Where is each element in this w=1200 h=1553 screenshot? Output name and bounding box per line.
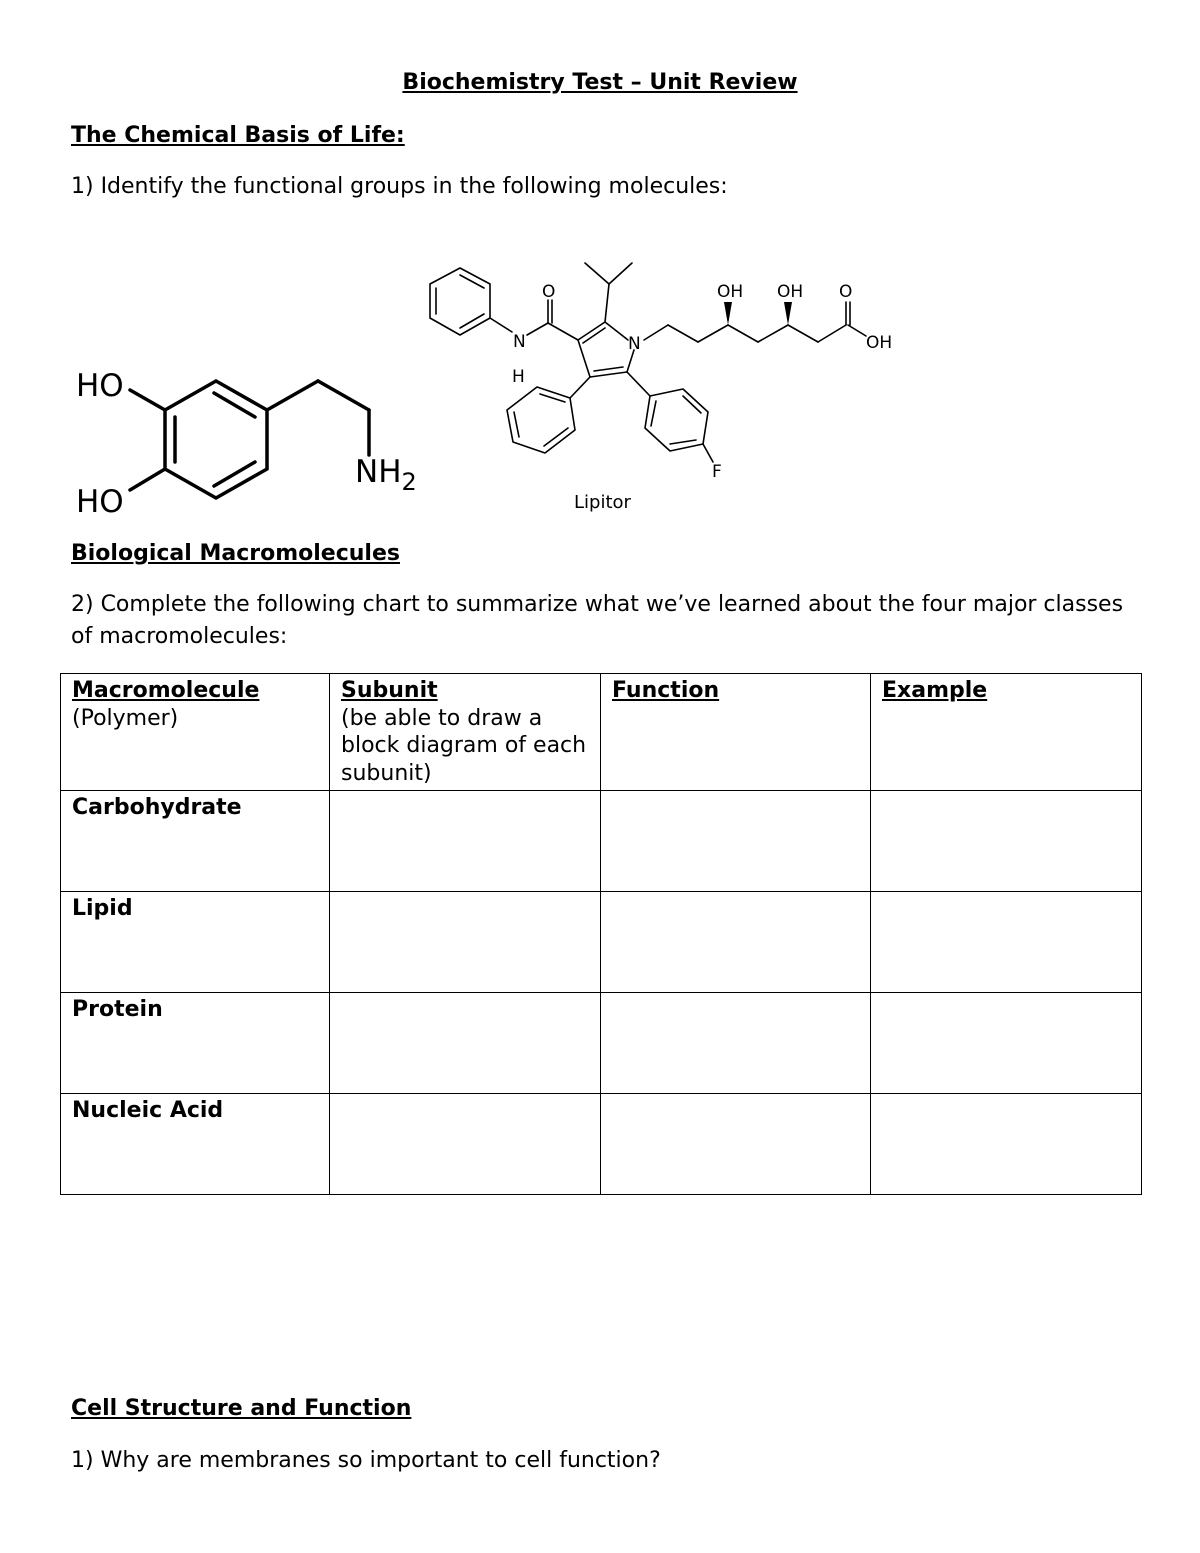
answer-cell (871, 892, 1142, 993)
lipitor-caption: Lipitor (574, 492, 631, 513)
answer-cell (601, 1094, 871, 1195)
row-label-nucleic-acid: Nucleic Acid (61, 1094, 330, 1195)
header-title: Subunit (341, 678, 438, 703)
header-cell-subunit (330, 674, 601, 791)
question-membranes: 1) Why are membranes so important to cell function? (71, 1448, 661, 1473)
answer-cell (871, 1094, 1142, 1195)
section-heading-cell-structure: Cell Structure and Function (71, 1396, 412, 1421)
lipitor-oh-1-label: OH (717, 282, 744, 302)
lipitor-fluorine-label: F (712, 462, 722, 482)
header-note: (be able to draw a block diagram of each subunit) (341, 705, 587, 786)
answer-cell (601, 791, 871, 892)
lipitor-acid-o-label: O (839, 282, 853, 302)
header-cell-macromolecule (61, 674, 330, 791)
section-heading-macromolecules: Biological Macromolecules (71, 541, 400, 566)
row-label-protein: Protein (61, 993, 330, 1094)
header-title: Macromolecule (72, 678, 260, 703)
table-header-row (61, 674, 1142, 791)
answer-cell (330, 993, 601, 1094)
dopamine-structure (60, 355, 430, 525)
header-title: Function (612, 678, 720, 703)
question-macromolecule-chart: 2) Complete the following chart to summarize what we’ve learned about the four major classes of macromolecules: (71, 592, 1124, 649)
lipitor-oh-2-label: OH (777, 282, 804, 302)
lipitor-ring-n-label: N (628, 334, 641, 354)
dopamine-amine-label: $NH_2$ (355, 454, 417, 496)
answer-cell (601, 993, 871, 1094)
section-heading-chemical-basis: The Chemical Basis of Life: (71, 123, 405, 148)
lipitor-structure (420, 255, 910, 520)
macromolecule-table (60, 673, 1142, 1195)
lipitor-amide-n-label: N (513, 332, 526, 352)
table-row (61, 791, 1142, 892)
table-row (61, 892, 1142, 993)
answer-cell (330, 892, 601, 993)
lipitor-amide-h-label: H (512, 367, 525, 387)
question-functional-groups: 1) Identify the functional groups in the following molecules: (71, 174, 728, 199)
header-cell-example (871, 674, 1142, 791)
lipitor-acid-oh-label: OH (866, 333, 893, 353)
answer-cell (871, 791, 1142, 892)
answer-cell (871, 993, 1142, 1094)
row-label-lipid: Lipid (61, 892, 330, 993)
dopamine-ho-top-label: HO (76, 368, 124, 404)
answer-cell (601, 892, 871, 993)
page-title: Biochemistry Test – Unit Review (402, 70, 798, 95)
header-cell-function (601, 674, 871, 791)
lipitor-carbonyl-o-label: O (542, 282, 556, 302)
table-row (61, 1094, 1142, 1195)
dopamine-ho-bottom-label: HO (76, 484, 124, 520)
header-note: (Polymer) (72, 705, 179, 731)
header-title: Example (882, 678, 988, 703)
table-row (61, 993, 1142, 1094)
row-label-carbohydrate: Carbohydrate (61, 791, 330, 892)
answer-cell (330, 1094, 601, 1195)
answer-cell (330, 791, 601, 892)
